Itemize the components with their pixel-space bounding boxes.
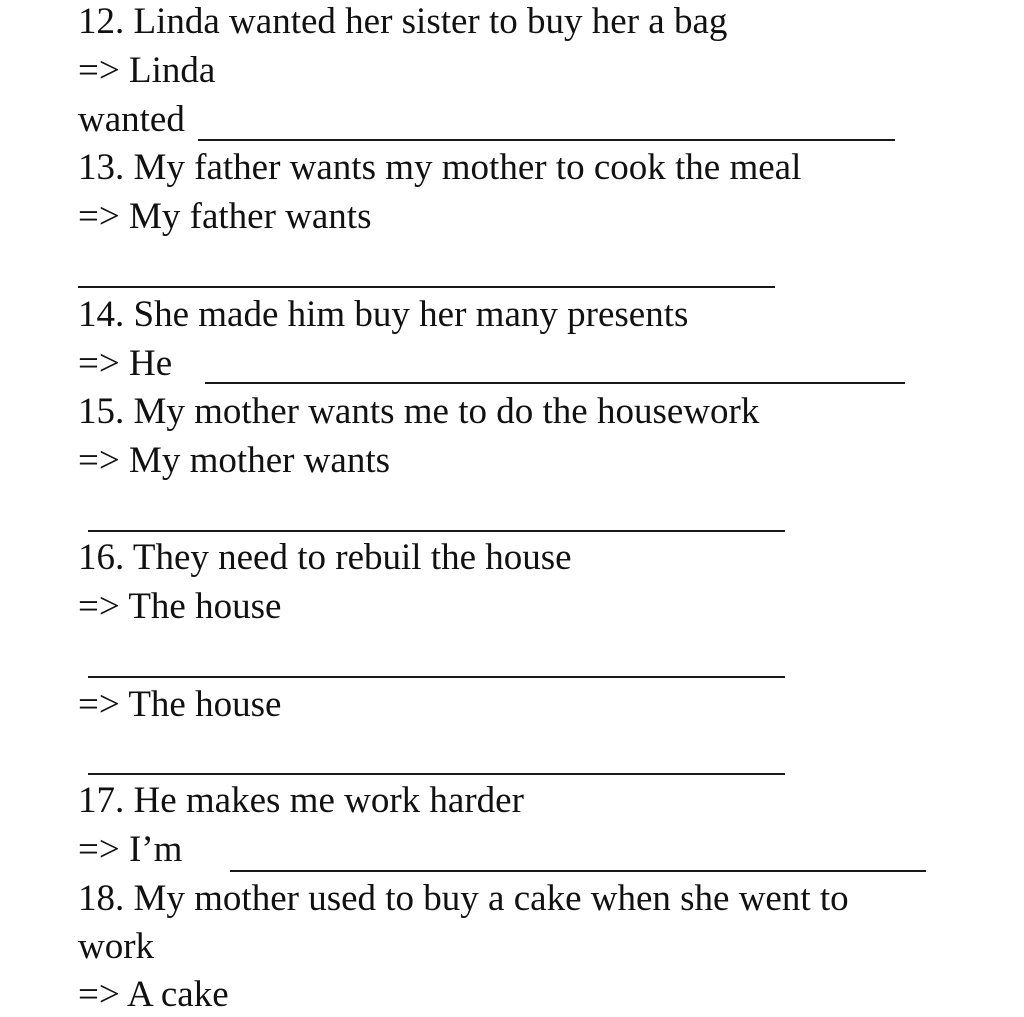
exercise-18-number: 18. (78, 878, 125, 919)
exercise-15-number: 15. (78, 391, 125, 432)
exercise-12-prompt (78, 0, 727, 44)
exercise-15-answer-blank[interactable] (88, 530, 785, 532)
exercise-15-prompt (78, 390, 759, 434)
exercise-16-prompt-text: They need to rebuil the house (132, 537, 572, 578)
exercise-13-answer-blank[interactable] (78, 286, 775, 288)
exercise-18-answer-start: => A cake (78, 974, 229, 1015)
exercise-13-answer-start: => My father wants (78, 196, 372, 237)
exercise-14-prompt-text: She made him buy her many presents (133, 294, 689, 335)
exercise-17-answer-blank[interactable] (230, 870, 926, 872)
exercise-16-prompt (78, 536, 572, 580)
exercise-12-number: 12. (78, 1, 125, 42)
exercise-12-answer-blank[interactable] (198, 139, 895, 141)
exercise-13-number: 13. (78, 147, 125, 188)
exercise-16-answer-blank[interactable] (88, 676, 785, 678)
exercise-12-answer-start-2: wanted (78, 99, 185, 140)
exercise-17-prompt (78, 779, 524, 823)
exercise-16-answer-start: => The house (78, 586, 282, 627)
exercise-12-prompt-text: Linda wanted her sister to buy her a bag (133, 1, 728, 42)
exercise-17-number: 17. (78, 780, 125, 821)
exercise-14-answer-start: => He (78, 343, 173, 384)
exercise-14-prompt (78, 293, 688, 337)
exercise-18-prompt (78, 877, 849, 921)
exercise-13-prompt-text: My father wants my mother to cook the meal (133, 147, 802, 188)
exercise-18-prompt-continued: work (78, 926, 155, 967)
exercise-16-answer-start-2: => The house (78, 684, 282, 725)
exercise-12-answer-start: => Linda (78, 50, 216, 91)
exercise-18-prompt-text: My mother used to buy a cake when she went to (133, 878, 849, 919)
exercise-15-prompt-text: My mother wants me to do the housework (133, 391, 760, 432)
exercise-16-answer-blank-2[interactable] (88, 773, 785, 775)
exercise-15-answer-start: => My mother wants (78, 440, 391, 481)
exercise-16-number: 16. (78, 537, 125, 578)
exercise-14-number: 14. (78, 294, 125, 335)
exercise-13-prompt (78, 146, 801, 190)
exercise-17-prompt-text: He makes me work harder (133, 780, 524, 821)
exercise-17-answer-start: => I’m (78, 829, 183, 870)
exercise-14-answer-blank[interactable] (205, 382, 905, 384)
